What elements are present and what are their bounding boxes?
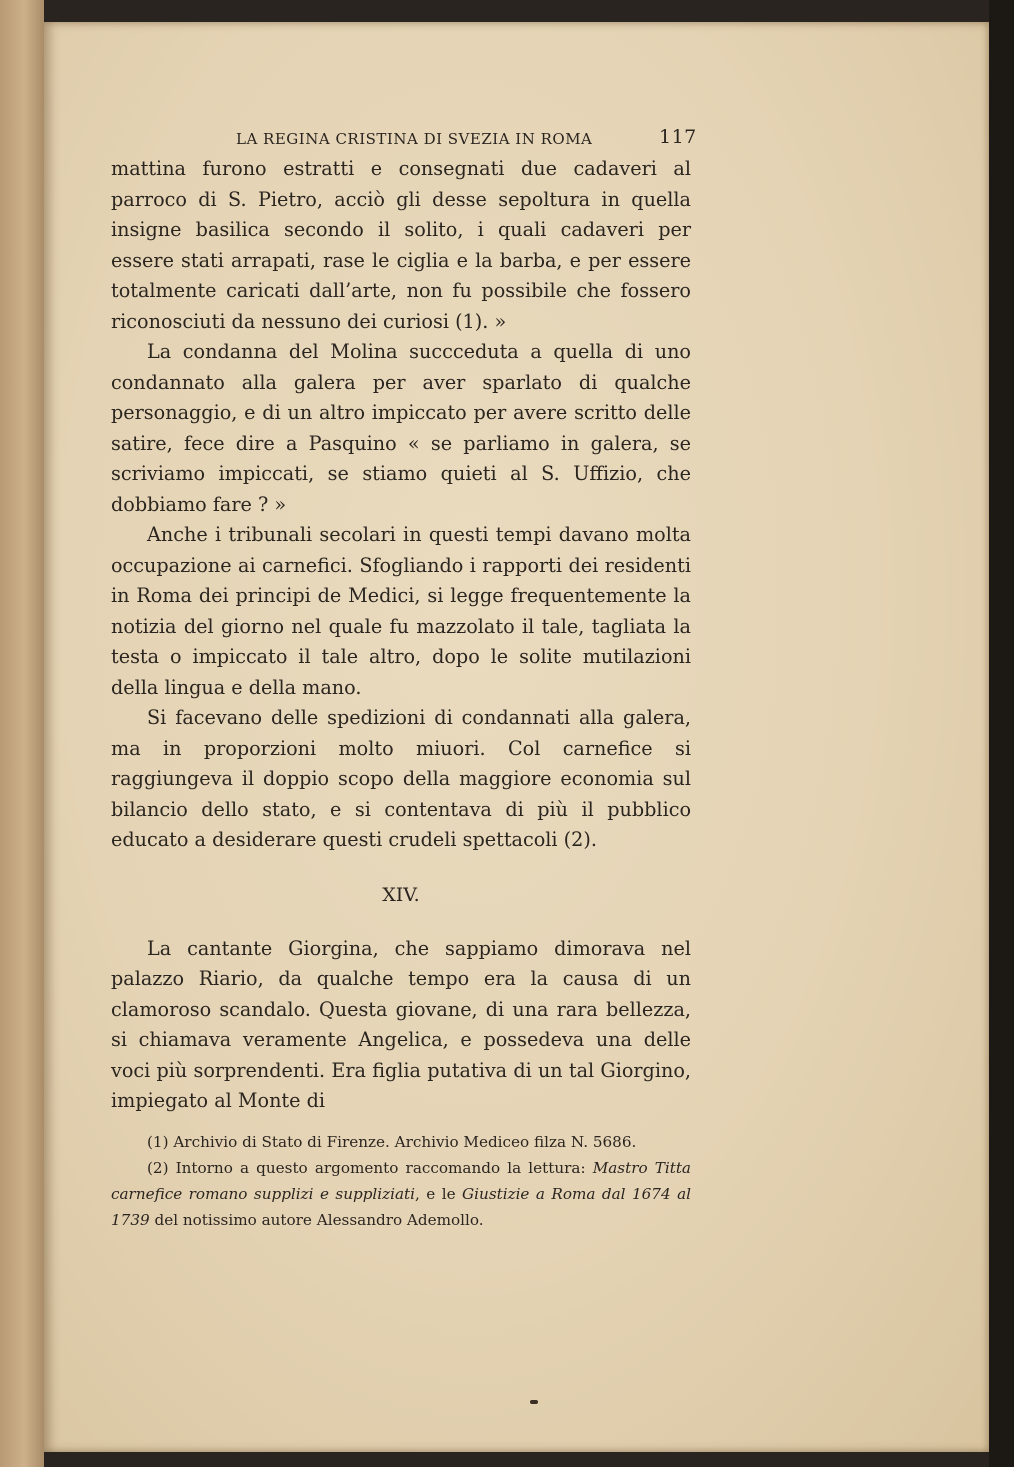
body-text (111, 154, 691, 1117)
section-heading: XIV. (382, 883, 420, 906)
running-head (111, 120, 697, 154)
paragraph: Anche i tribunali secolari in questi tempi davano molta occupazione ai carnefici. Sfogliando i rapporti dei residenti in Roma dei principi de Medici, si legge frequentemente la notizia del giorno nel quale fu mazzolato il tale, tagliata la testa o impiccato il tale altro, dopo le solite mutilazioni della lingua e della mano. (111, 523, 691, 699)
running-head-title: LA REGINA CRISTINA DI SVEZIA IN ROMA (236, 130, 593, 148)
ink-speck (530, 1400, 538, 1404)
footnote-2-mid: , e le (415, 1184, 463, 1203)
footnote-2-title-1: Mastro Titta carnefice romano supplizi e suppliziati (111, 1158, 691, 1203)
footnote-2-lead: (2) Intorno a questo argomento raccomando la lettura: (147, 1158, 593, 1177)
footnote-2-tail: del notissimo autore Alessandro Ademollo. (149, 1210, 484, 1229)
footnote-2-title-2: Giustizie a Roma dal 1674 al 1739 (111, 1184, 691, 1229)
page-content (111, 120, 697, 1233)
footnotes (111, 1129, 691, 1233)
paragraph-continued: mattina furono estratti e consegnati due cadaveri al parroco di S. Pietro, acciò gli desse sepoltura in quella insigne basilica secondo il solito, i quali cadaveri per essere stati arrapati, rase le ciglia e la barba, e per essere totalmente caricati dall’arte, non fu possibile che fossero riconosciuti da nessuno dei curiosi (1). » (111, 157, 691, 333)
previous-page-edge (0, 0, 44, 1467)
paragraph: La cantante Giorgina, che sappiamo dimorava nel palazzo Riario, da qualche tempo era la causa di un clamoroso scandalo. Questa giovane, di una rara bellezza, si chiamava veramente Angelica, e possedeva una delle voci più sorprendenti. Era figlia putativa di un tal Giorgino, impiegato al Monte di (111, 936, 691, 1112)
footnote-1: (1) Archivio di Stato di Firenze. Archivio Mediceo filza N. 5686. (147, 1132, 637, 1151)
paragraph: Si facevano delle spedizioni di condannati alla galera, ma in proporzioni molto miuori. Col carnefice si raggiungeva il doppio scopo della maggiore economia sul bilancio dello stato, e si contentava di più il pubblico educato a desiderare questi crudeli spettacoli (2). (111, 706, 691, 851)
paragraph: La condanna del Molina succceduta a quella di uno condannato alla galera per aver sparlato di qualche personaggio, e di un altro impiccato per avere scritto delle satire, fece dire a Pasquino « se parliamo in galera, se scriviamo impiccati, se stiamo quieti al S. Uffizio, che dobbiamo fare ? » (111, 340, 691, 516)
footnote-2 (111, 1155, 691, 1233)
scan-background-strip (989, 0, 1014, 1467)
page-number: 117 (659, 126, 697, 148)
